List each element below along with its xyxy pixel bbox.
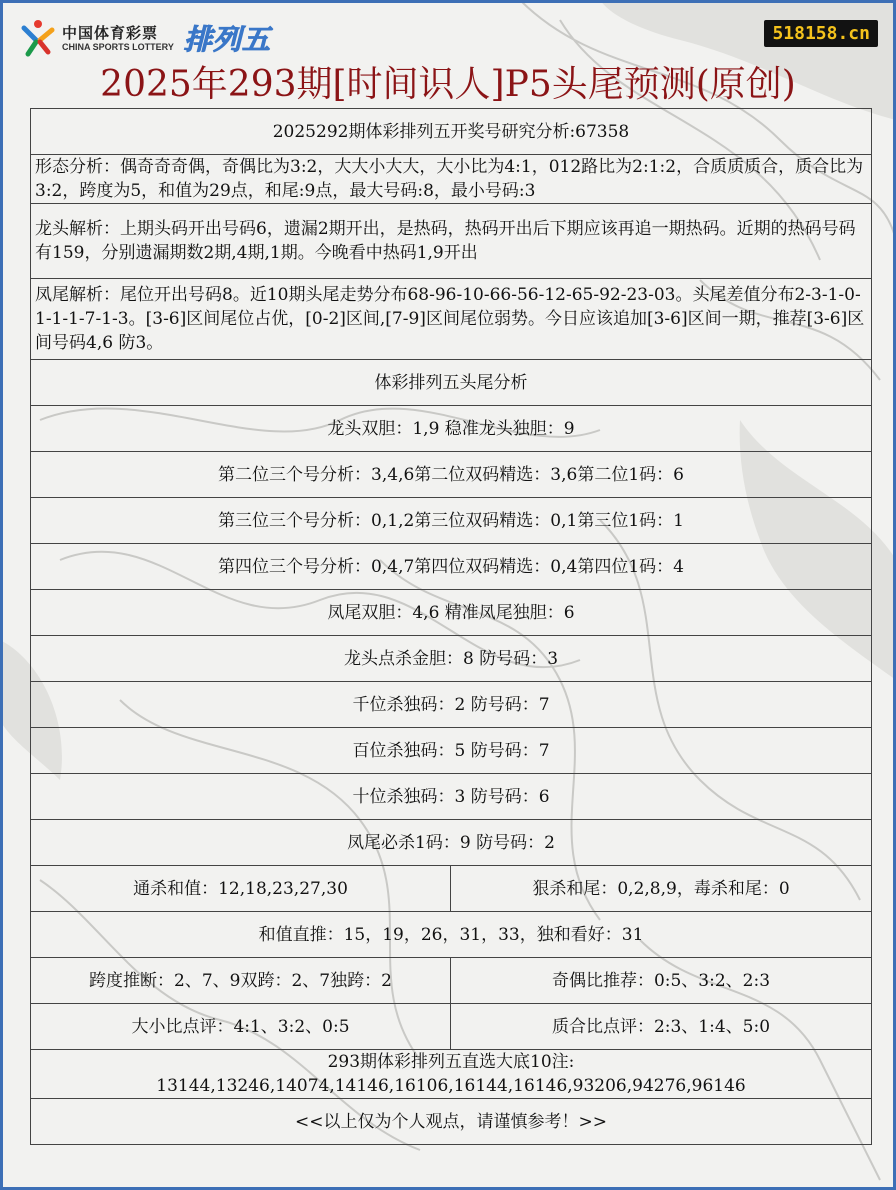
position2-row: 第二位三个号分析：3,4,6第二位双码精选：3,6第二位1码：6 (31, 452, 872, 498)
prev-result-row: 2025292期体彩排列五开奖号研究分析:67358 (31, 109, 872, 155)
logo-brand-text: 排列五 (184, 23, 272, 56)
head-analysis-row: 龙头解析：上期头码开出号码6，遗漏2期开出，是热码，热码开出后下期应该再追一期热码。近期的热码号码有159，分别遗漏期数2期,4期,1期。今晚看中热码1,9开出 (31, 204, 872, 279)
head-double-row: 龙头双胆：1,9 稳准龙头独胆：9 (31, 406, 872, 452)
footer-note-row: <<以上仅为个人观点，请谨慎参考！>> (31, 1099, 872, 1145)
section-title-row: 体彩排列五头尾分析 (31, 360, 872, 406)
lottery-logo (18, 18, 278, 58)
tail-double-row: 凤尾双胆：4,6 精准凤尾独胆：6 (31, 590, 872, 636)
analysis-table (30, 108, 872, 1145)
shi-kill-row: 十位杀独码：3 防号码：6 (31, 774, 872, 820)
tail-analysis-row: 凤尾解析：尾位开出号码8。近10期头尾走势分布68-96-10-66-56-12-65-92-23-03。头尾差值分布2-3-1-0-1-1-1-7-1-3。[3-6]区间尾位占优，[0-2]区间,[7-9]区间尾位弱势。今日应该追加[3-6]区间一期，推荐[3-6]区间号码4,6 防3。 (31, 279, 872, 360)
tail-kill-row: 凤尾必杀1码：9 防号码：2 (31, 820, 872, 866)
bai-kill-row: 百位杀独码：5 防号码：7 (31, 728, 872, 774)
qian-kill-row: 千位杀独码：2 防号码：7 (31, 682, 872, 728)
page-title: 2025年293期[时间识人]P5头尾预测(原创) (100, 64, 796, 105)
logo-text-en: CHINA SPORTS LOTTERY (62, 42, 174, 52)
odd-even-cell: 奇偶比推荐：0:5、3:2、2:3 (451, 958, 872, 1004)
span-cell: 跨度推断：2、7、9双跨：2、7独跨：2 (31, 958, 451, 1004)
big-small-cell: 大小比点评：4:1、3:2、0:5 (31, 1004, 451, 1050)
china-sports-lottery-icon (18, 18, 58, 58)
sum-push-row: 和值直推：15，19，26，31，33，独和看好：31 (31, 912, 872, 958)
dabei-row (31, 1050, 872, 1099)
kill-sum-cell: 通杀和值：12,18,23,27,30 (31, 866, 451, 912)
kill-tail-cell: 狠杀和尾：0,2,8,9，毒杀和尾：0 (451, 866, 872, 912)
site-badge[interactable]: 518158.cn (764, 20, 878, 47)
position4-row: 第四位三个号分析：0,4,7第四位双码精选：0,4第四位1码：4 (31, 544, 872, 590)
head-kill-row: 龙头点杀金胆：8 防号码：3 (31, 636, 872, 682)
logo-text-cn: 中国体育彩票 (62, 24, 159, 42)
dabei-numbers: 13144,13246,14074,14146,16106,16144,16146,93206,94276,96146 (156, 1076, 746, 1096)
dabei-title: 293期体彩排列五直选大底10注: (327, 1052, 575, 1072)
position3-row: 第三位三个号分析：0,1,2第三位双码精选：0,1第三位1码：1 (31, 498, 872, 544)
prime-cell: 质合比点评：2:3、1:4、5:0 (451, 1004, 872, 1050)
pattern-analysis-row: 形态分析：偶奇奇奇偶，奇偶比为3:2，大大小大大，大小比为4:1，012路比为2:1:2，合质质质合，质合比为3:2，跨度为5，和值为29点，和尾:9点，最大号码:8，最小号码:3 (31, 155, 872, 204)
